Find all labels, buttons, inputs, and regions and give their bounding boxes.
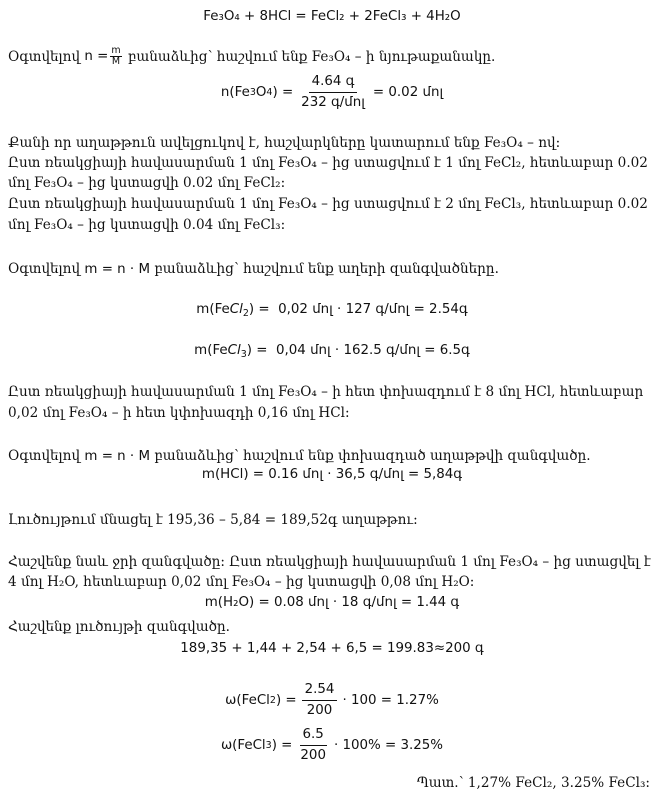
formula-mass-fecl2: m(FeCl$_2$) = 0,02 մոլ · 127 գ/մոլ = 2.54գ (196, 302, 468, 319)
formula-mass-water: m(H₂O) = 0.08 մոլ · 18 գ/մոլ = 1.44 գ (204, 595, 460, 610)
paragraph-hcl-mass-formula: Օգտվելով m = n · M բանաձևից՝ հաշվում ենք փոխազդած աղաթթվի զանգվածը. (8, 448, 591, 464)
formula-mass-fecl3: m(FeCl$_3$) = 0,04 մոլ · 162.5 գ/մոլ = 6.5գ (194, 343, 470, 360)
m-over-M-fraction: $\frac{m}{M}$ (111, 45, 121, 67)
paragraph-moles-intro: Օգտվելով n = $\frac{m}{M}$ բանաձևից՝ հաշվում ենք Fe₃O₄ – ի նյութաքանակը. (8, 45, 496, 67)
paragraph-reasoning-line-3: մոլ Fe₃O₄ – ից կստացվի 0.02 մոլ FeCl₂: (8, 175, 286, 191)
paragraph-reasoning-line-5: մոլ Fe₃O₄ – ից կստացվի 0.04 մոլ FeCl₃: (8, 217, 286, 233)
formula-fraction-fecl3: ω(FeCl 3 ) = $\frac{6.5}{200}$ · 100% = 3.25% (220, 727, 444, 763)
paragraph-solution-mass: Հաշվենք լուծույթի զանգվածը. (8, 619, 230, 635)
formula-moles-fe3o4: n(Fe 3 O 4 ) = $\frac{\text{4.64 գ}}{\text{232 գ/մոլ}}$ = 0.02 մոլ (220, 74, 444, 110)
paragraph-hcl-line-1: Ըստ ռեակցիայի հավասարման 1 մոլ Fe₃O₄ – ի հետ փոխազդում է 8 մոլ HCl, հետևաբար (8, 384, 644, 400)
answer-line: Պատ.՝ 1,27% FeCl₂, 3.25% FeCl₃: (416, 775, 650, 791)
paragraph-reasoning-line-2: Ըստ ռեակցիայի հավասարման 1 մոլ Fe₃O₄ – ից ստացվում է 1 մոլ FeCl₂, հետևաբար 0.02 (8, 155, 648, 171)
formula-solution-mass: 189,35 + 1,44 + 2,54 + 6,5 = 199.83≈200 գ (180, 641, 484, 656)
paragraph-water-line-1: Հաշվենք նաև ջրի զանգվածը: Ըստ ռեակցիայի հավասարման 1 մոլ Fe₃O₄ – ից ստացվել է (8, 554, 651, 570)
formula-mass-hcl: m(HCl) = 0.16 մոլ · 36,5 գ/մոլ = 5,84գ (201, 467, 463, 482)
paragraph-reasoning-line-1: Քանի որ աղաթթուն ավելցուկով է, հաշվարկները կատարում ենք Fe₃O₄ – ով: (8, 135, 561, 151)
paragraph-remaining-acid: Լուծույթում մնացել է 195,36 – 5,84 = 189,52գ աղաթթու: (8, 512, 418, 528)
paragraph-reasoning-line-4: Ըստ ռեակցիայի հավասարման 1 մոլ Fe₃O₄ – ից ստացվում է 2 մոլ FeCl₃, հետևաբար 0.02 (8, 196, 648, 212)
reaction-equation: Fe₃O₄ + 8HCl = FeCl₂ + 2FeCl₃ + 4H₂O (203, 9, 461, 24)
paragraph-mass-formula: Օգտվելով m = n · M բանաձևից՝ հաշվում ենք աղերի զանգվածները. (8, 261, 499, 277)
paragraph-water-line-2: 4 մոլ H₂O, հետևաբար 0,02 մոլ Fe₃O₄ – ից կստացվի 0,08 մոլ H₂O: (8, 574, 475, 590)
formula-fraction-fecl2: ω(FeCl 2 ) = $\frac{2.54}{200}$ · 100 = 1.27% (225, 682, 439, 718)
paragraph-hcl-line-2: 0,02 մոլ Fe₃O₄ – ի հետ կփոխազդի 0,16 մոլ HCl: (8, 405, 350, 421)
